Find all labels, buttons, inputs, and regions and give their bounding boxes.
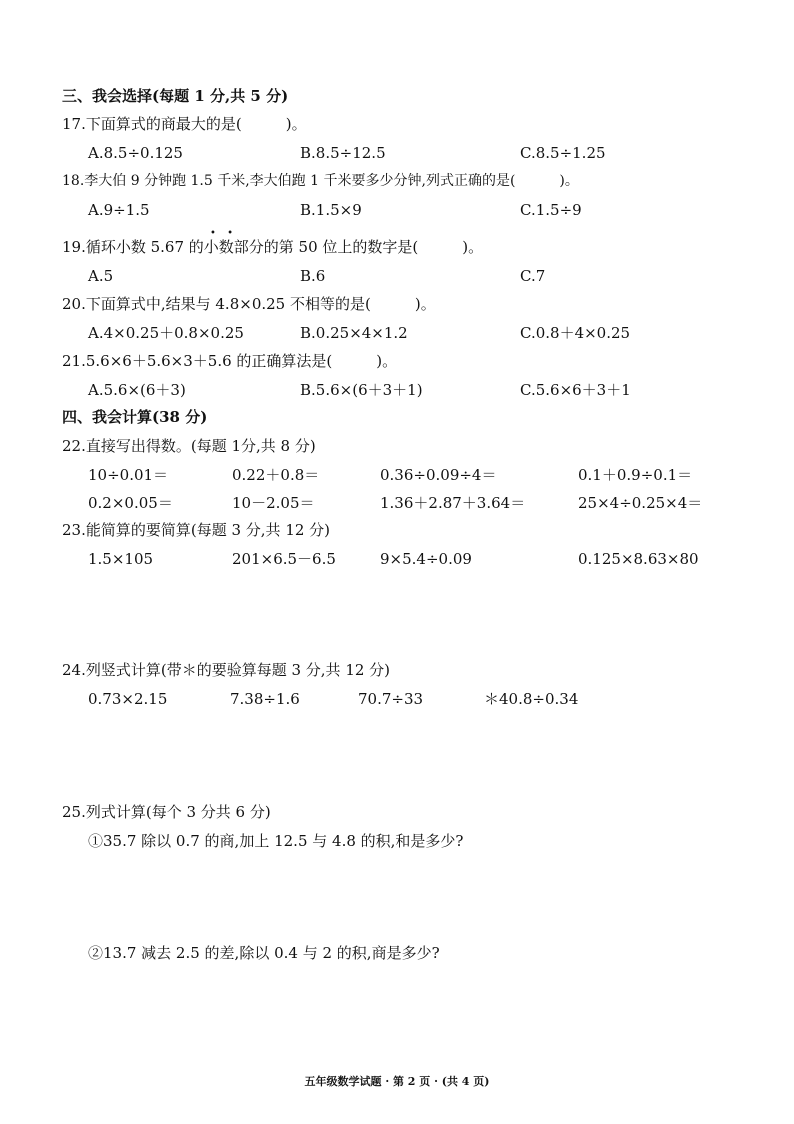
section-4-title: 四、我会计算(38 分) xyxy=(62,408,208,426)
option-a: A.8.5÷0.125 xyxy=(88,144,183,162)
question-24-title: 24.列竖式计算(带＊的要验算每题 3 分,共 12 分) xyxy=(62,661,391,679)
question-21-stem xyxy=(62,351,397,371)
mental-calc-item: 0.36÷0.09÷4＝ xyxy=(380,466,497,484)
mental-calc-item: 25×4÷0.25×4＝ xyxy=(578,494,703,512)
option-b: B.5.6×(6＋3＋1) xyxy=(300,381,423,399)
question-22-title: 22.直接写出得数。(每题 1分,共 8 分) xyxy=(62,437,316,455)
question-stem-end: )。 xyxy=(285,115,307,133)
mental-calc-item: 0.1＋0.9÷0.1＝ xyxy=(578,466,693,484)
question-stem-end: )。 xyxy=(414,295,436,313)
question-stem-end: )。 xyxy=(559,173,579,189)
simplify-item: 201×6.5－6.5 xyxy=(232,550,336,568)
word-problem-2: ②13.7 减去 2.5 的差,除以 0.4 与 2 的积,商是多少? xyxy=(88,944,440,962)
option-b: B.8.5÷12.5 xyxy=(300,144,386,162)
option-b: B.1.5×9 xyxy=(300,201,362,219)
option-a: A.5 xyxy=(88,267,114,285)
question-18-stem xyxy=(62,171,579,191)
question-stem-text: 20.下面算式中,结果与 4.8×0.25 不相等的是( xyxy=(62,295,371,313)
option-b: B.6 xyxy=(300,267,326,285)
option-a: A.5.6×(6＋3) xyxy=(88,381,186,399)
question-stem-text: 18.李大伯 9 分钟跑 1.5 千米,李大伯跑 1 千米要多少分钟,列式正确的是( xyxy=(62,173,516,189)
option-b: B.0.25×4×1.2 xyxy=(300,324,408,342)
option-a: A.9÷1.5 xyxy=(88,201,150,219)
mental-calc-item: 10－2.05＝ xyxy=(232,494,315,512)
question-stem-text: 21.5.6×6＋5.6×3＋5.6 的正确算法是( xyxy=(62,352,333,370)
mental-calc-item: 0.2×0.05＝ xyxy=(88,494,173,512)
section-3-title: 三、我会选择(每题 1 分,共 5 分) xyxy=(62,87,289,105)
vertical-calc-item: 0.73×2.15 xyxy=(88,690,168,708)
mental-calc-item: 10÷0.01＝ xyxy=(88,466,169,484)
question-17-stem xyxy=(62,114,307,134)
question-stem-end: )。 xyxy=(462,238,484,256)
question-23-title: 23.能简算的要简算(每题 3 分,共 12 分) xyxy=(62,521,331,539)
page-footer: 五年级数学试题 · 第 2 页 · (共 4 页) xyxy=(304,1075,490,1088)
vertical-calc-item: 70.7÷33 xyxy=(358,690,424,708)
question-stem-end: )。 xyxy=(376,352,398,370)
question-20-stem xyxy=(62,294,436,314)
question-stem-text: 19.循环小数 5.67 的小数部分的第 50 位上的数字是( xyxy=(62,238,419,256)
repeating-decimal-dots: • • xyxy=(210,228,237,239)
question-25-title: 25.列式计算(每个 3 分共 6 分) xyxy=(62,803,271,821)
mental-calc-item: 0.22＋0.8＝ xyxy=(232,466,320,484)
option-c: C.8.5÷1.25 xyxy=(520,144,606,162)
option-c: C.1.5÷9 xyxy=(520,201,582,219)
vertical-calc-item: ＊40.8÷0.34 xyxy=(484,690,579,708)
option-a: A.4×0.25＋0.8×0.25 xyxy=(88,324,244,342)
question-stem-text: 17.下面算式的商最大的是( xyxy=(62,115,242,133)
question-19-stem xyxy=(62,237,483,257)
word-problem-1: ①35.7 除以 0.7 的商,加上 12.5 与 4.8 的积,和是多少? xyxy=(88,832,464,850)
option-c: C.5.6×6＋3＋1 xyxy=(520,381,631,399)
mental-calc-item: 1.36＋2.87＋3.64＝ xyxy=(380,494,526,512)
option-c: C.7 xyxy=(520,267,546,285)
option-c: C.0.8＋4×0.25 xyxy=(520,324,631,342)
simplify-item: 1.5×105 xyxy=(88,550,154,568)
simplify-item: 9×5.4÷0.09 xyxy=(380,550,472,568)
simplify-item: 0.125×8.63×80 xyxy=(578,550,699,568)
vertical-calc-item: 7.38÷1.6 xyxy=(230,690,300,708)
